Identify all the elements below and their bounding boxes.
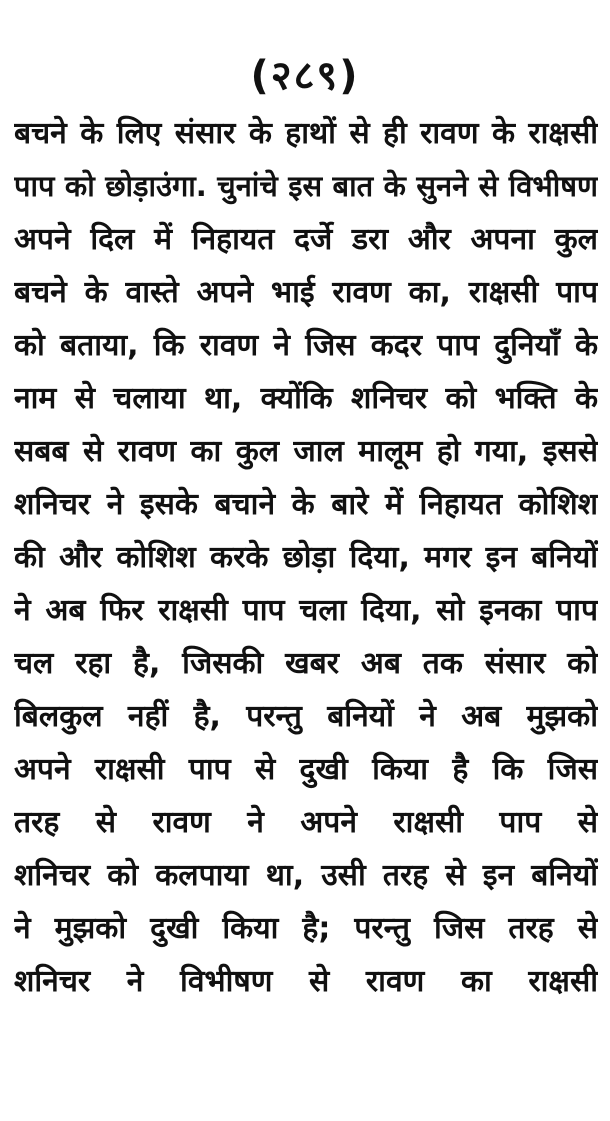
page-number: (२८९) bbox=[250, 53, 360, 99]
text-line: बिलकुल नहीं है, परन्तु बनियों ने अब मुझको bbox=[14, 699, 598, 734]
text-line: सबब से रावण का कुल जाल मालूम हो गया, इससे bbox=[14, 434, 598, 469]
text-line: की और कोशिश करके छोड़ा दिया, मगर इन बनियों bbox=[14, 540, 598, 575]
text-line: बचने के वास्ते अपने भाई रावण का, राक्षसी पाप bbox=[14, 275, 598, 310]
text-line: को बताया, कि रावण ने जिस कदर पाप दुनियाँ के bbox=[14, 328, 598, 363]
text-line: शनिचर ने इसके बचाने के बारे में निहायत कोशिश bbox=[14, 487, 598, 522]
text-line: शनिचर को कलपाया था, उसी तरह से इन बनियों bbox=[14, 858, 598, 893]
text-line: ने मुझको दुखी किया है; परन्तु जिस तरह से bbox=[14, 911, 598, 946]
text-line: चल रहा है, जिसकी खबर अब तक संसार को bbox=[14, 646, 598, 681]
body-text bbox=[14, 107, 598, 1008]
text-line: ने अब फिर राक्षसी पाप चला दिया, सो इनका पाप bbox=[14, 593, 598, 628]
text-line: बचने के लिए संसार के हाथों से ही रावण के राक्षसी bbox=[14, 116, 598, 151]
text-line: शनिचर ने विभीषण से रावण का राक्षसी bbox=[14, 964, 598, 999]
text-line: पाप को छोड़ाउंगा. चुनांचे इस बात के सुनने से विभीषण bbox=[14, 169, 598, 203]
text-line: तरह से रावण ने अपने राक्षसी पाप से bbox=[14, 805, 598, 840]
text-line: नाम से चलाया था, क्योंकि शनिचर को भक्ति के bbox=[14, 381, 598, 416]
text-line: अपने राक्षसी पाप से दुखी किया है कि जिस bbox=[14, 752, 598, 787]
text-line: अपने दिल में निहायत दर्जे डरा और अपना कुल bbox=[14, 222, 598, 257]
